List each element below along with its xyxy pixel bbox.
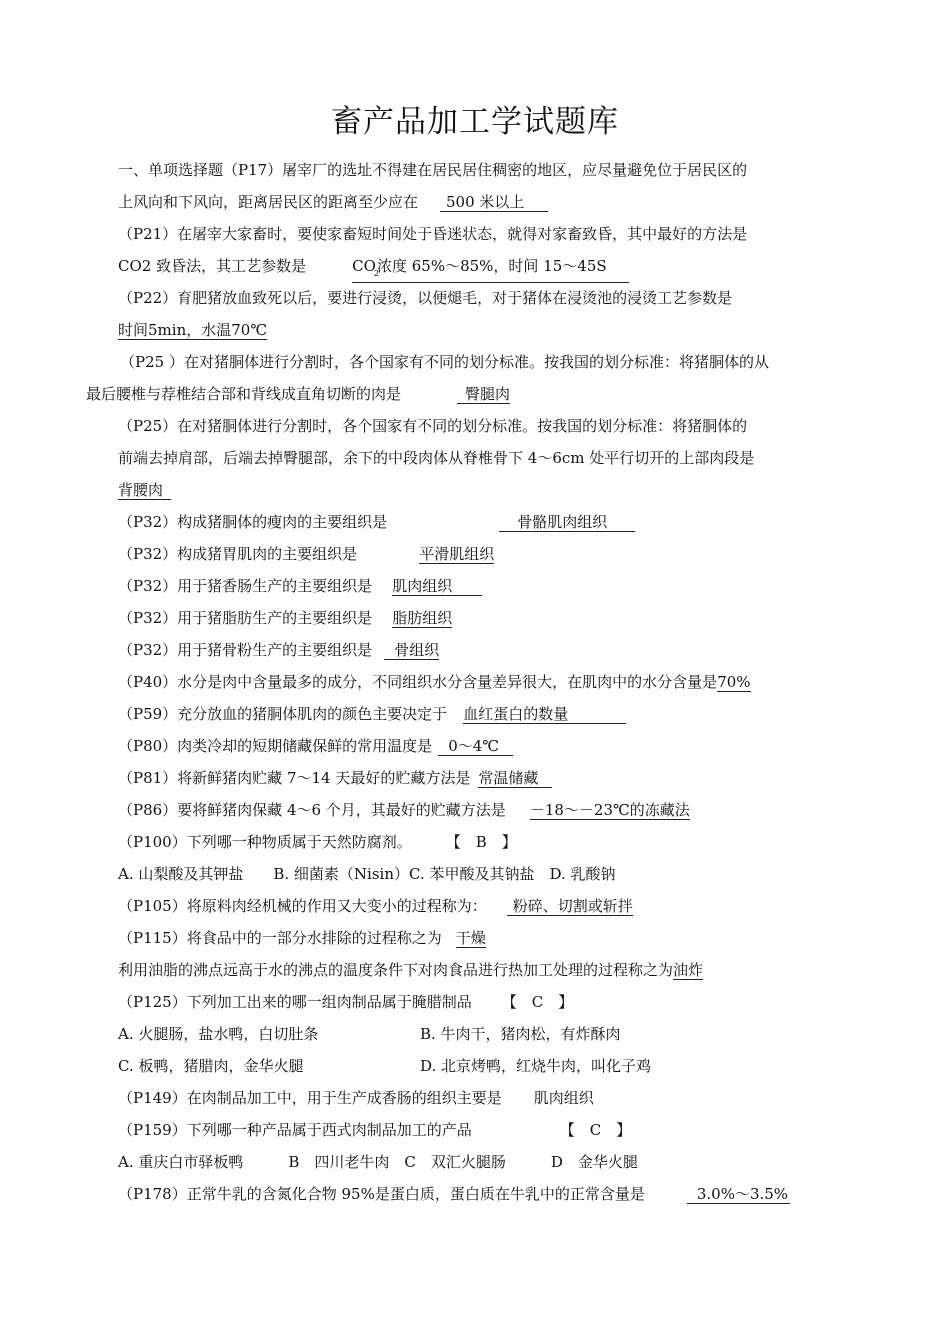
text-line (118, 1088, 594, 1108)
question-text: 最后腰椎与荐椎结合部和背线成直角切断的肉是 (86, 385, 402, 403)
question-text: 一、单项选择题（P17）屠宰厂的选址不得建在居民居住稠密的地区，应尽量避免位于居民区的 (118, 161, 748, 179)
question-text: （P125）下列加工出来的哪一组肉制品属于腌腊制品 (118, 993, 472, 1011)
question-text: 利用油脂的沸点远高于水的沸点的温度条件下对肉食品进行热加工处理的过程称之为 (118, 961, 674, 979)
question-text: CO2 致昏法，其工艺参数是 (118, 257, 307, 275)
answer-blank: 肌肉组织 (392, 578, 482, 596)
answer-blank: 臀腿肉 (457, 386, 510, 404)
question-text: （P32）构成猪胴体的瘦肉的主要组织是 (118, 513, 388, 531)
question-text: （P32）用于猪香肠生产的主要组织是 (118, 577, 373, 595)
answer-text: 肌肉组织 (533, 1089, 594, 1107)
question-text: （P25 ）在对猪胴体进行分割时，各个国家有不同的划分标准。按我国的划分标准：将猪胴体的从 (120, 353, 769, 371)
answer-blank: 血红蛋白的数量 (463, 706, 626, 724)
text-line (118, 224, 747, 244)
question-text: （P178）正常牛乳的含氮化合物 95%是蛋白质，蛋白质在牛乳中的正常含量是 (118, 1185, 645, 1203)
answer-blank: 0～4℃ (438, 738, 513, 756)
text-line (118, 1024, 318, 1044)
text-line (118, 544, 494, 564)
text-line (118, 800, 690, 820)
question-text: 上风向和下风向，距离居民区的距离至少应在 (118, 193, 419, 211)
text-line (118, 256, 629, 283)
text-line (118, 864, 616, 884)
text-line (118, 832, 517, 852)
answer-blank: 粉碎、切割或斩拌 (507, 898, 633, 916)
answer-blank: 骨组织 (384, 642, 439, 660)
answer-blank: 干燥 (455, 929, 486, 947)
question-text: （P40）水分是肉中含量最多的成分，不同组织水分含量差异很大，在肌肉中的水分含量是 (118, 673, 718, 691)
text-line (86, 384, 510, 404)
question-text: （P32）构成猪胃肌肉的主要组织是 (118, 545, 358, 563)
text-line (118, 1120, 631, 1140)
answer-blank: 脂肪组织 (392, 609, 453, 627)
answer-bracket: 【 C 】 (501, 993, 574, 1011)
text-line (118, 192, 548, 212)
text-line (118, 1152, 638, 1172)
question-text: （P80）肉类冷却的短期储藏保鲜的常用温度是 (118, 737, 433, 755)
answer-blank: 背腰肉 (118, 482, 171, 500)
text-line (118, 448, 754, 468)
choice-options: A. 山梨酸及其钾盐 B. 细菌素（Nisin）C. 苯甲酸及其钠盐 D. 乳酸钠 (118, 865, 616, 883)
choice-option: B. 牛肉干，猪肉松，有炸酥肉 (420, 1025, 621, 1043)
text-line (118, 576, 482, 596)
answer-part: 浓度 65%～85%，时间 15～45S (376, 257, 607, 275)
answer-blank: －18～－23℃的冻藏法 (529, 801, 690, 819)
text-line (118, 288, 732, 308)
question-text: （P32）用于猪骨粉生产的主要组织是 (118, 641, 373, 659)
text-line (118, 768, 552, 788)
text-line (118, 320, 267, 340)
choice-option: A. 火腿肠，盐水鸭，白切肚条 (118, 1025, 319, 1043)
subscript: 2 (373, 269, 379, 278)
text-line (118, 736, 513, 756)
question-text: （P105）将原料肉经机械的作用又大变小的过程称为： (118, 897, 487, 915)
text-line (420, 1056, 651, 1076)
answer-bracket: 【 B 】 (445, 833, 517, 851)
question-text: （P159）下列哪一种产品属于西式肉制品加工的产品 (118, 1121, 472, 1139)
question-text: （P81）将新鲜猪肉贮藏 7～14 天最好的贮藏方法是 (118, 769, 471, 787)
answer-blank: 3.0%～3.5% (687, 1186, 790, 1204)
text-line (118, 960, 703, 980)
text-line (118, 640, 439, 660)
text-line (118, 1056, 303, 1076)
text-line (118, 896, 633, 916)
question-text: （P32）用于猪脂肪生产的主要组织是 (118, 609, 373, 627)
answer-blank: 70% (717, 673, 751, 691)
question-text: （P21）在屠宰大家畜时，要使家畜短时间处于昏迷状态，就得对家畜致昏，其中最好的方法是 (118, 225, 748, 243)
text-line (420, 1024, 621, 1044)
answer-blank (352, 258, 629, 283)
answer-blank: 常温储藏 (478, 770, 552, 788)
text-line (120, 352, 769, 372)
text-line (118, 1184, 790, 1204)
text-line (118, 672, 751, 692)
text-line (118, 480, 171, 500)
question-text: （P59）充分放血的猪胴体肌肉的颜色主要决定于 (118, 705, 448, 723)
text-line (118, 928, 486, 948)
answer-blank: 油炸 (673, 961, 704, 979)
question-text: （P25）在对猪胴体进行分割时，各个国家有不同的划分标准。按我国的划分标准：将猪胴体的 (118, 417, 748, 435)
text-line (118, 416, 747, 436)
choice-option: C. 板鸭，猪腊肉，金华火腿 (118, 1057, 304, 1075)
question-text: （P149）在肉制品加工中，用于生产成香肠的组织主要是 (118, 1089, 502, 1107)
question-text: （P86）要将鲜猪肉保藏 4～6 个月，其最好的贮藏方法是 (118, 801, 506, 819)
answer-part: CO (352, 257, 376, 275)
question-text: 前端去掉肩部，后端去掉臀腿部，余下的中段肉体从脊椎骨下 4～6cm 处平行切开的上部肉段是 (118, 449, 755, 467)
choice-option: D. 北京烤鸭，红烧牛肉，叫化子鸡 (420, 1057, 652, 1075)
page-title: 畜产品加工学试题库 (331, 104, 619, 140)
answer-blank: 500 米以上 (440, 194, 548, 212)
text-line (118, 704, 626, 724)
answer-blank: 平滑肌组织 (419, 545, 495, 563)
question-text: （P115）将食品中的一部分水排除的过程称之为 (118, 929, 442, 947)
text-line (118, 160, 747, 180)
text-line (118, 608, 452, 628)
choice-options: A. 重庆白市驿板鸭 B 四川老牛肉 C 双汇火腿肠 D 金华火腿 (118, 1153, 638, 1171)
question-text: （P22）育肥猪放血致死以后，要进行浸烫，以便煺毛，对于猪体在浸烫池的浸烫工艺参数是 (118, 289, 733, 307)
question-text: （P100）下列哪一种物质属于天然防腐剂。 (118, 833, 412, 851)
answer-blank: 骨骼肌肉组织 (499, 514, 635, 532)
answer-blank: 时间5min，水温70℃ (118, 321, 268, 339)
answer-bracket: 【 C 】 (559, 1121, 632, 1139)
text-line (118, 992, 573, 1012)
text-line (118, 512, 635, 532)
